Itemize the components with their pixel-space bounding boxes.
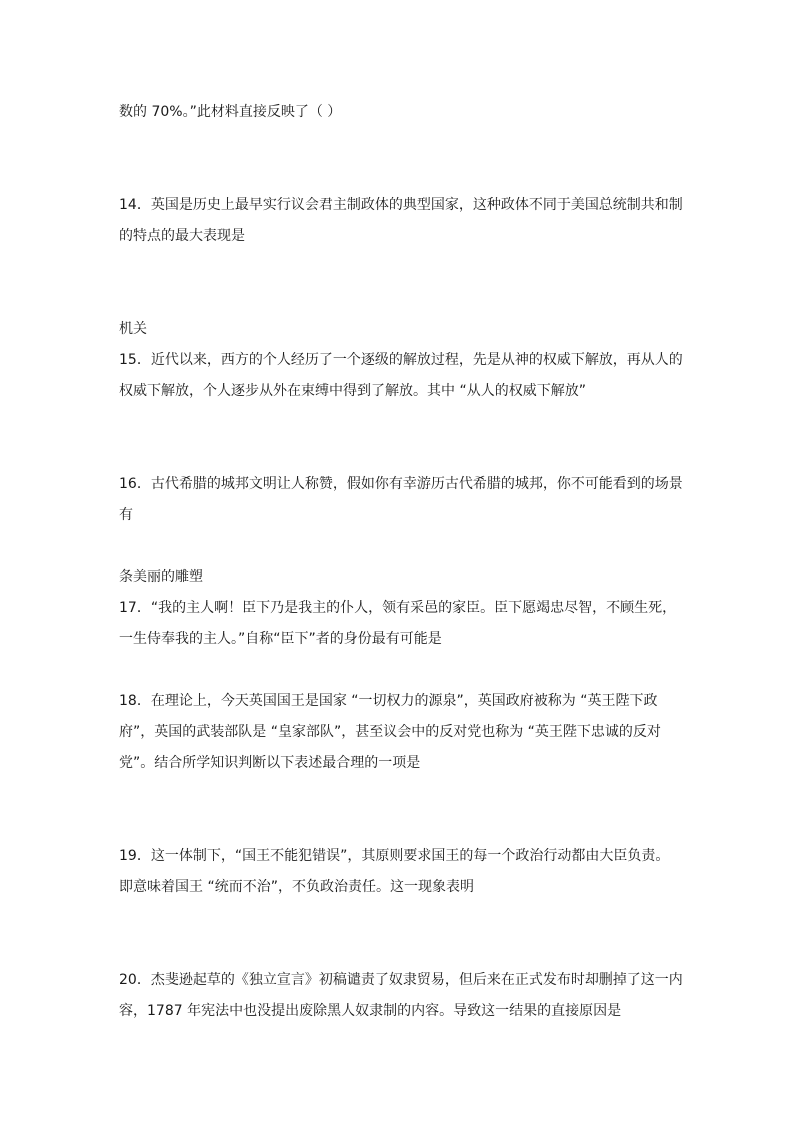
question-17-stem-line-1: 17．“我的主人啊！臣下乃是我主的仆人，领有采邑的家臣。臣下愿竭忠尽智，不顾生死， [119,600,677,616]
question-13-stem-tail: 数的 70%。”此材料直接反映了（ ） [119,104,342,120]
question-20-stem-line-2: 容，1787 年宪法中也没提出废除黑人奴隶制的内容。导致这一结果的直接原因是 [119,1003,622,1019]
question-18-stem-line-3: 党”。结合所学知识判断以下表述最合理的一项是 [119,755,421,771]
question-14-stem-line-2: 的特点的最大表现是 [119,228,245,244]
question-16-stem-line-2: 有 [119,507,133,523]
question-17-stem-line-2: 一生侍奉我的主人。”自称“臣下”者的身份最有可能是 [119,631,442,647]
question-19-stem-line-1: 19．这一体制下，“国王不能犯错误”，其原则要求国王的每一个政治行动都由大臣负责。 [119,848,670,864]
question-16-stem-line-1: 16．古代希腊的城邦文明让人称赞，假如你有幸游历古代希腊的城邦，你不可能看到的场景 [119,476,683,492]
q16-option-d-continued: 条美丽的雕塑 [119,569,203,585]
question-15-stem-line-1: 15．近代以来，西方的个人经历了一个逐级的解放过程，先是从神的权威下解放，再从人的 [119,352,683,368]
question-18-stem-line-2: 府”，英国的武装部队是 “皇家部队”，甚至议会中的反对党也称为 “英王陛下忠诚的反对 [119,724,661,740]
question-14-stem-line-1: 14．英国是历史上最早实行议会君主制政体的典型国家，这种政体不同于美国总统制共和制 [119,197,683,213]
question-20-stem-line-1: 20．杰斐逊起草的《独立宣言》初稿谴责了奴隶贸易，但后来在正式发布时却删掉了这一内 [119,972,683,988]
question-18-stem-line-1: 18．在理论上，今天英国国王是国家 “一切权力的源泉”，英国政府被称为 “英王陛下政 [119,693,658,709]
question-15-stem-line-2: 权威下解放，个人逐步从外在束缚中得到了解放。其中 “从人的权威下解放” [119,383,586,399]
question-19-stem-line-2: 即意味着国王 “统而不治”，不负政治责任。这一现象表明 [119,879,474,895]
q14-option-d-continued: 机关 [119,321,147,337]
